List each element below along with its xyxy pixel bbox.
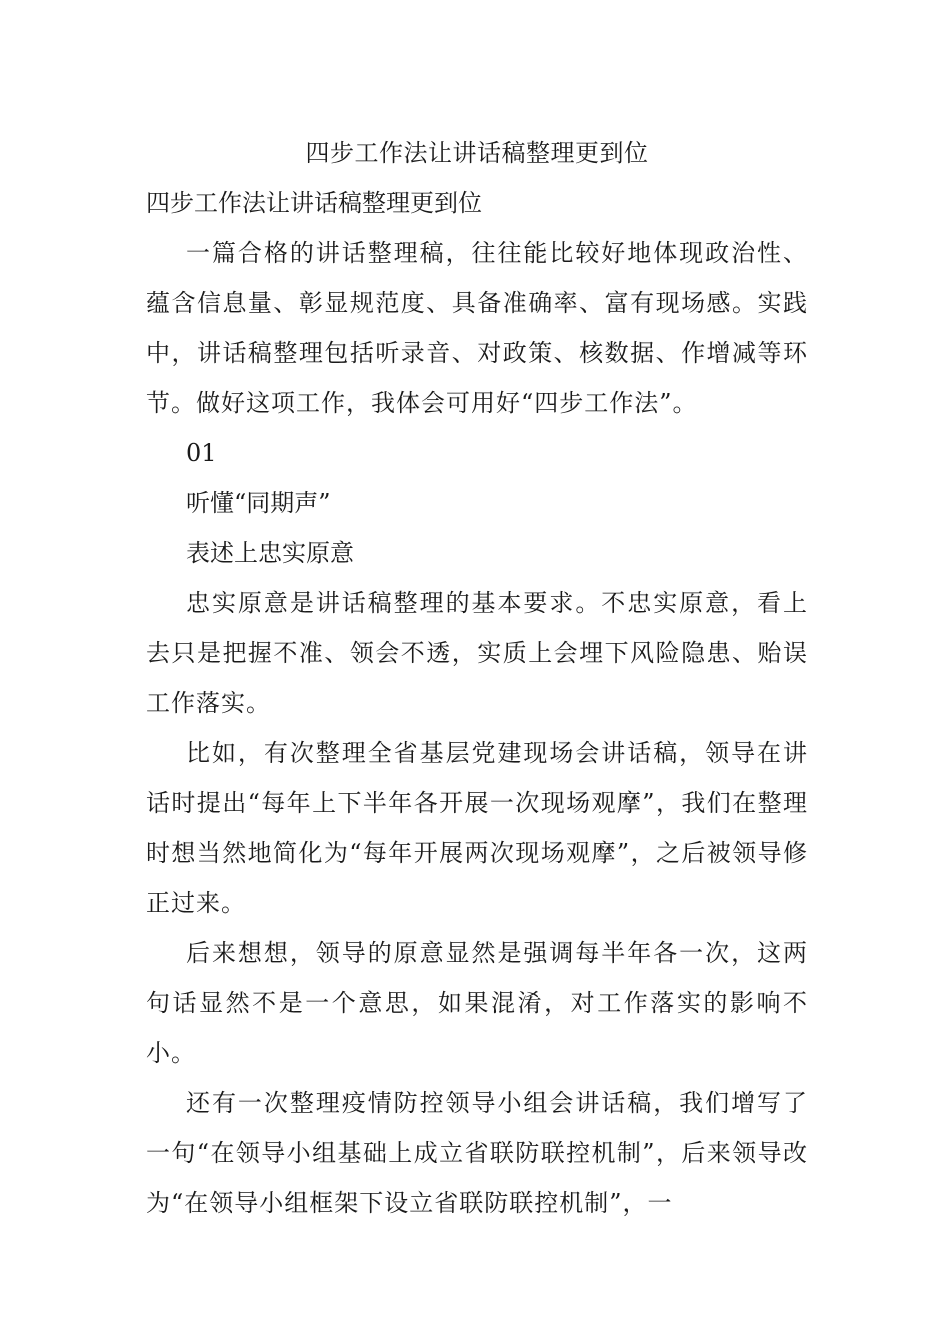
section-heading: 听懂“同期声” xyxy=(186,489,331,517)
body-paragraph-1: 忠实原意是讲话稿整理的基本要求。不忠实原意，看上去只是把握不准、领会不透，实质上会埋下风险隐患、贻误工作落实。 xyxy=(146,589,808,717)
body-paragraph-3: 后来想想，领导的原意显然是强调每半年各一次，这两句话显然不是一个意思，如果混淆，对工作落实的影响不小。 xyxy=(146,939,808,1067)
body-paragraph-2: 比如，有次整理全省基层党建现场会讲话稿，领导在讲话时提出“每年上下半年各开展一次现场观摩”，我们在整理时想当然地简化为“每年开展两次现场观摩”，之后被领导修正过来。 xyxy=(146,739,808,917)
body-paragraph-4: 还有一次整理疫情防控领导小组会讲话稿，我们增写了一句“在领导小组基础上成立省联防联控机制”，后来领导改为“在领导小组框架下设立省联防联控机制”，一 xyxy=(146,1089,808,1217)
document-body xyxy=(146,128,808,1228)
document-subtitle: 四步工作法让讲话稿整理更到位 xyxy=(146,189,482,217)
section-number: 01 xyxy=(186,439,217,467)
intro-paragraph: 一篇合格的讲话整理稿，往往能比较好地体现政治性、蕴含信息量、彰显规范度、具备准确率、富有现场感。实践中，讲话稿整理包括听录音、对政策、核数据、作增减等环节。做好这项工作，我体会可用好“四步工作法”。 xyxy=(146,239,808,417)
section-subheading: 表述上忠实原意 xyxy=(186,539,354,567)
document-title: 四步工作法让讲话稿整理更到位 xyxy=(305,139,649,167)
